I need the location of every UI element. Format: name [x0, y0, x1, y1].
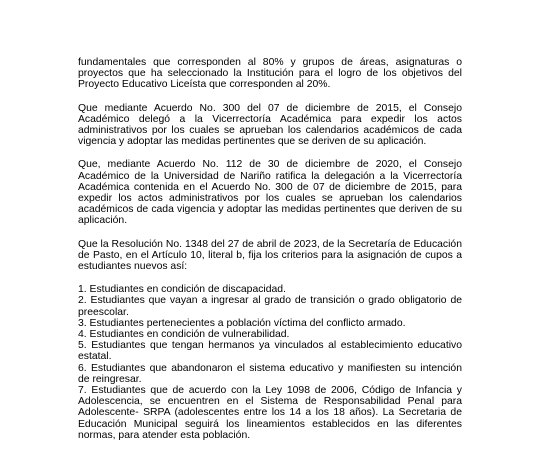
criteria-item-2: 2. Estudiantes que vayan a ingresar al grado de transición o grado obligatorio de preescolar. — [78, 295, 462, 318]
criteria-list — [78, 284, 462, 441]
paragraph-acuerdo-300: Que mediante Acuerdo No. 300 del 07 de diciembre de 2015, el Consejo Académico delegó a la Vicerrectoría Académica para expedir los actos administrativos por los cuales se aprueban los calendarios académicos de cada vigencia y adoptar las medidas pertinentes que se deriven de su aplicación. — [78, 102, 462, 148]
criteria-item-5: 5. Estudiantes que tengan hermanos ya vinculados al establecimiento educativo estatal. — [78, 340, 462, 363]
criteria-item-1: 1. Estudiantes en condición de discapacidad. — [78, 284, 286, 296]
criteria-item-3: 3. Estudiantes pertenecientes a población víctima del conflicto armado. — [78, 317, 406, 329]
criteria-item-4: 4. Estudiantes en condición de vulnerabilidad. — [78, 329, 290, 341]
paragraph-fundamentales: fundamentales que corresponden al 80% y grupos de áreas, asignaturas o proyectos que ha seleccionado la Institución para el logro de los objetivos del Proyecto Educativo Liceísta que corresponden al 20%. — [78, 57, 462, 91]
paragraph-acuerdo-112: Que, mediante Acuerdo No. 112 de 30 de diciembre de 2020, el Consejo Académico de la Universidad de Nariño ratifica la delegación a la Vicerrectoría Académica contenida en el Acuerdo No. 300 de 07 de diciembre de 2015, para expedir los actos administrativos por los cuales se aprueban los calendarios académicos de cada vigencia y adoptar las medidas pertinentes que deriven de su aplicación. — [78, 159, 462, 227]
document-page — [78, 57, 462, 441]
criteria-item-6: 6. Estudiantes que abandonaron el sistema educativo y manifiesten su intención de reingresar. — [78, 362, 462, 385]
paragraph-resolucion-1348: Que la Resolución No. 1348 del 27 de abril de 2023, de la Secretaría de Educación de Pasto, en el Artículo 10, literal b, fija los criterios para la asignación de cupos a estudiantes nuevos así: — [78, 238, 462, 273]
criteria-item-7: 7. Estudiantes que de acuerdo con la Ley 1098 de 2006, Código de Infancia y Adolescencia, se encuentren en el Sistema de Responsabilidad Penal para Adolescente- SRPA (adolescentes entre los 14 a los 18 años). La Secretaria de Educación Municipal seguirá los lineamientos establecidos en las diferentes normas, para atender esta población. — [78, 385, 462, 441]
